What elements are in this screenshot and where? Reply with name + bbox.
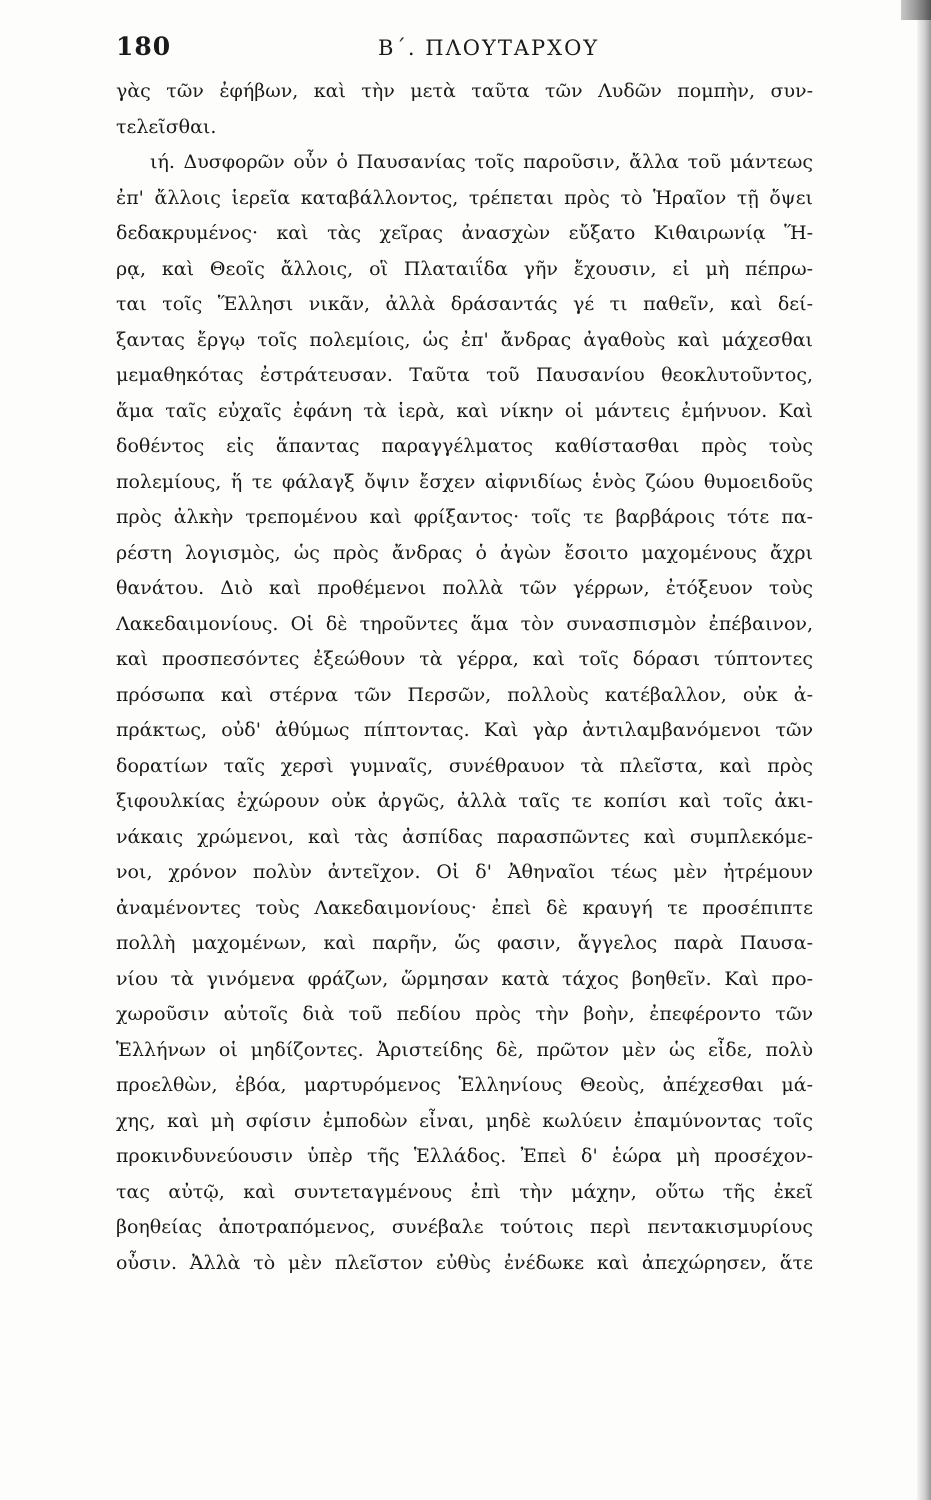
text-line: χης, καὶ μὴ σφίσιν ἐμποδὼν εἶναι, μηδὲ κωλύειν ἐπαμύνοντας τοῖς <box>116 1109 813 1132</box>
text-line: δοθέντος εἰς ἅπαντας παραγγέλματος καθίστασθαι πρὸς τοὺς <box>116 435 813 457</box>
text-line: γὰς τῶν ἐφήβων, καὶ τὴν μετὰ ταῦτα τῶν Λυδῶν πομπὴν, συν- <box>116 80 813 102</box>
scan-edge-shadow <box>917 0 931 1500</box>
text-line: καὶ προσπεσόντες ἐξεώθουν τὰ γέρρα, καὶ τοῖς δόρασι τύπτοντες <box>116 648 813 670</box>
text-line: Ἑλλήνων οἱ μηδίζοντες. Ἀριστείδης δὲ, πρῶτον μὲν ὡς εἶδε, πολὺ <box>116 1038 813 1061</box>
text-line: ξιφουλκίας ἐχώρουν οὐκ ἀργῶς, ἀλλὰ ταῖς τε κοπίσι καὶ τοῖς ἀκι- <box>116 790 813 812</box>
text-line: ρᾳ, καὶ Θεοῖς ἄλλοις, οἳ Πλαταιΐδα γῆν ἔχουσιν, εἰ μὴ πέπρω- <box>116 257 813 280</box>
text-line: τελεῖσθαι. <box>116 115 217 138</box>
text-line: πρόσωπα καὶ στέρνα τῶν Περσῶν, πολλοὺς κατέβαλλον, οὐκ ἀ- <box>116 683 813 706</box>
text-line: ἐπ' ἄλλοις ἱερεῖα καταβάλλοντος, τρέπεται πρὸς τὸ Ἡραῖον τῇ ὄψει <box>116 186 813 209</box>
text-line: πρὸς ἀλκὴν τρεπομένου καὶ φρίξαντος· τοῖς τε βαρβάροις τότε πα- <box>116 506 813 528</box>
text-line: χωροῦσιν αὐτοῖς διὰ τοῦ πεδίου πρὸς τὴν βοὴν, ἐπεφέροντο τῶν <box>116 1003 813 1025</box>
running-title: Β΄. ΠΛΟΥΤΑΡΧΟΥ <box>378 36 600 60</box>
text-line: ρέστη λογισμὸς, ὡς πρὸς ἄνδρας ὁ ἀγὼν ἔσοιτο μαχομένους ἄχρι <box>116 541 813 564</box>
text-line: ιή. Δυσφορῶν οὖν ὁ Παυσανίας τοῖς παροῦσιν, ἄλλα τοῦ μάντεως <box>150 151 813 173</box>
body-text <box>116 74 813 1281</box>
text-line: νοι, χρόνον πολὺν ἀντεῖχον. Οἱ δ' Ἀθηναῖοι τέως μὲν ἠτρέμουν <box>116 861 813 883</box>
page-number: 180 <box>116 32 172 61</box>
page-header <box>116 28 816 68</box>
text-line: τας αὐτῷ, καὶ συντεταγμένους ἐπὶ τὴν μάχην, οὕτω τῆς ἐκεῖ <box>116 1180 813 1203</box>
text-line: δεδακρυμένος· καὶ τὰς χεῖρας ἀνασχὼν εὔξατο Κιθαιρωνίᾳ Ἥ- <box>116 222 813 244</box>
text-line: Λακεδαιμονίους. Οἱ δὲ τηροῦντες ἅμα τὸν συνασπισμὸν ἐπέβαινον, <box>116 612 813 635</box>
text-line: προελθὼν, ἐβόα, μαρτυρόμενος Ἑλληνίους Θεοὺς, ἀπέχεσθαι μά- <box>116 1074 813 1096</box>
text-line: πολεμίους, ἥ τε φάλαγξ ὄψιν ἔσχεν αἰφνιδίως ἑνὸς ζώου θυμοειδοῦς <box>116 470 813 493</box>
text-line: ται τοῖς Ἕλλησι νικᾶν, ἀλλὰ δράσαντάς γέ τι παθεῖν, καὶ δεί- <box>116 293 813 315</box>
text-line: θανάτου. Διὸ καὶ προθέμενοι πολλὰ τῶν γέρρων, ἐτόξευον τοὺς <box>116 577 813 599</box>
text-line: οὖσιν. Ἀλλὰ τὸ μὲν πλεῖστον εὐθὺς ἐνέδωκε καὶ ἀπεχώρησεν, ἅτε <box>116 1251 813 1274</box>
text-line: μεμαθηκότας ἐστράτευσαν. Ταῦτα τοῦ Παυσανίου θεοκλυτοῦντος, <box>116 364 813 386</box>
text-line: νάκαις χρώμενοι, καὶ τὰς ἀσπίδας παρασπῶντες καὶ συμπλεκόμε- <box>116 825 813 848</box>
text-line: βοηθείας ἀποτραπόμενος, συνέβαλε τούτοις περὶ πεντακισμυρίους <box>116 1216 813 1238</box>
text-line: δορατίων ταῖς χερσὶ γυμναῖς, συνέθραυον τὰ πλεῖστα, καὶ πρὸς <box>116 754 813 777</box>
text-line: πράκτως, οὐδ' ἀθύμως πίπτοντας. Καὶ γὰρ ἀντιλαμβανόμενοι τῶν <box>116 719 813 741</box>
text-line: ξαντας ἔργῳ τοῖς πολεμίοις, ὡς ἐπ' ἄνδρας ἀγαθοὺς καὶ μάχεσθαι <box>116 328 813 351</box>
text-line: προκινδυνεύουσιν ὑπὲρ τῆς Ἑλλάδος. Ἐπεὶ δ' ἑώρα μὴ προσέχον- <box>116 1145 813 1167</box>
text-line: ἀναμένοντες τοὺς Λακεδαιμονίους· ἐπεὶ δὲ κραυγή τε προσέπιπτε <box>116 896 813 919</box>
scan-corner-shadow <box>901 0 931 20</box>
text-line: νίου τὰ γινόμενα φράζων, ὥρμησαν κατὰ τάχος βοηθεῖν. Καὶ προ- <box>116 967 813 990</box>
text-line: ἅμα ταῖς εὐχαῖς ἐφάνη τὰ ἱερὰ, καὶ νίκην οἱ μάντεις ἐμήνυον. Καὶ <box>116 399 813 422</box>
text-line: πολλὴ μαχομένων, καὶ παρῆν, ὥς φασιν, ἄγγελος παρὰ Παυσα- <box>116 932 813 954</box>
